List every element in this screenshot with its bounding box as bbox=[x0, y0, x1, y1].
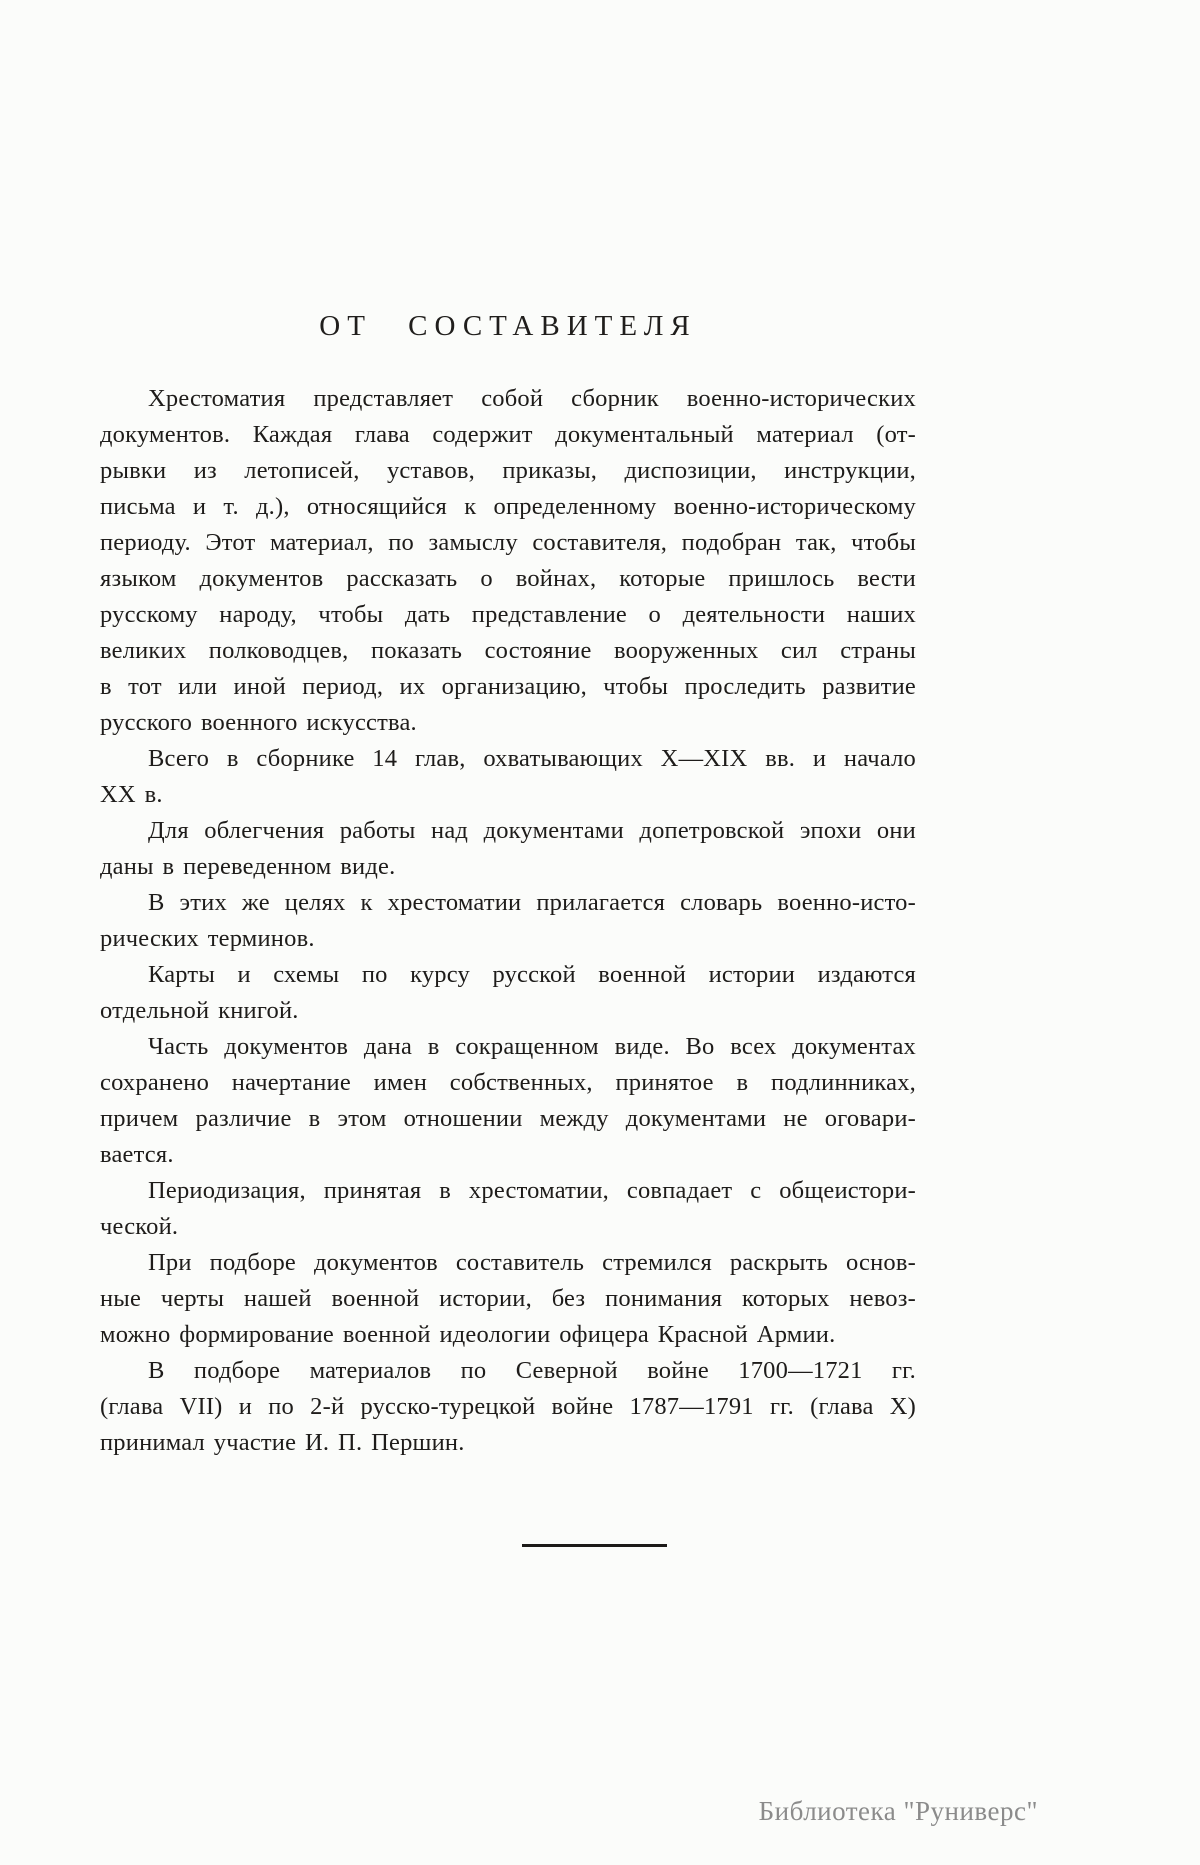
page-title: ОТ СОСТАВИТЕЛЯ bbox=[319, 310, 697, 342]
text-line: сохранено начертание имен собственных, принятое в подлинниках, bbox=[100, 1069, 916, 1096]
text-line: Для облегчения работы над документами допетровской эпохи они bbox=[148, 817, 916, 844]
text-line: ческой. bbox=[100, 1213, 179, 1240]
end-divider-rule bbox=[522, 1544, 667, 1547]
text-line: В подборе материалов по Северной войне 1700—1721 гг. bbox=[148, 1357, 916, 1384]
text-line: При подборе документов составитель стремился раскрыть основ- bbox=[148, 1249, 916, 1276]
document-body bbox=[100, 381, 916, 1461]
text-line: Часть документов дана в сокращенном виде. Во всех документах bbox=[148, 1033, 916, 1060]
text-line: документов. Каждая глава содержит документальный материал (от- bbox=[100, 421, 916, 448]
text-line: рических терминов. bbox=[100, 925, 315, 952]
text-line: даны в переведенном виде. bbox=[100, 853, 396, 880]
text-line: В этих же целях к хрестоматии прилагается словарь военно-исто- bbox=[148, 889, 916, 916]
text-column bbox=[100, 310, 916, 1461]
text-line: Всего в сборнике 14 глав, охватывающих X—XIX вв. и начало bbox=[148, 745, 916, 772]
text-line: причем различие в этом отношении между документами не оговари- bbox=[100, 1105, 916, 1132]
text-line: отдельной книгой. bbox=[100, 997, 299, 1024]
text-line: русскому народу, чтобы дать представление о деятельности наших bbox=[100, 601, 916, 628]
text-line: периоду. Этот материал, по замыслу составителя, подобран так, чтобы bbox=[100, 529, 916, 556]
text-line: можно формирование военной идеологии офицера Красной Армии. bbox=[100, 1321, 836, 1348]
library-watermark: Библиотека "Руниверс" bbox=[758, 1796, 1038, 1826]
text-line: Периодизация, принятая в хрестоматии, совпадает с общеистори- bbox=[148, 1177, 916, 1204]
text-line: письма и т. д.), относящийся к определенному военно-историческому bbox=[100, 493, 916, 520]
text-line: принимал участие И. П. Першин. bbox=[100, 1429, 465, 1456]
text-line: Карты и схемы по курсу русской военной истории издаются bbox=[148, 961, 916, 988]
text-line: в тот или иной период, их организацию, чтобы проследить развитие bbox=[100, 673, 916, 700]
text-line: языком документов рассказать о войнах, которые пришлось вести bbox=[100, 565, 916, 592]
text-line: XX в. bbox=[100, 781, 163, 808]
text-line: (глава VII) и по 2-й русско-турецкой войне 1787—1791 гг. (глава X) bbox=[100, 1393, 916, 1420]
text-line: Хрестоматия представляет собой сборник военно-исторических bbox=[148, 385, 916, 412]
text-line: вается. bbox=[100, 1141, 174, 1168]
text-line: русского военного искусства. bbox=[100, 709, 417, 736]
text-line: рывки из летописей, уставов, приказы, диспозиции, инструкции, bbox=[100, 457, 916, 484]
text-line: великих полководцев, показать состояние вооруженных сил страны bbox=[100, 637, 916, 664]
text-line: ные черты нашей военной истории, без понимания которых невоз- bbox=[100, 1285, 916, 1312]
